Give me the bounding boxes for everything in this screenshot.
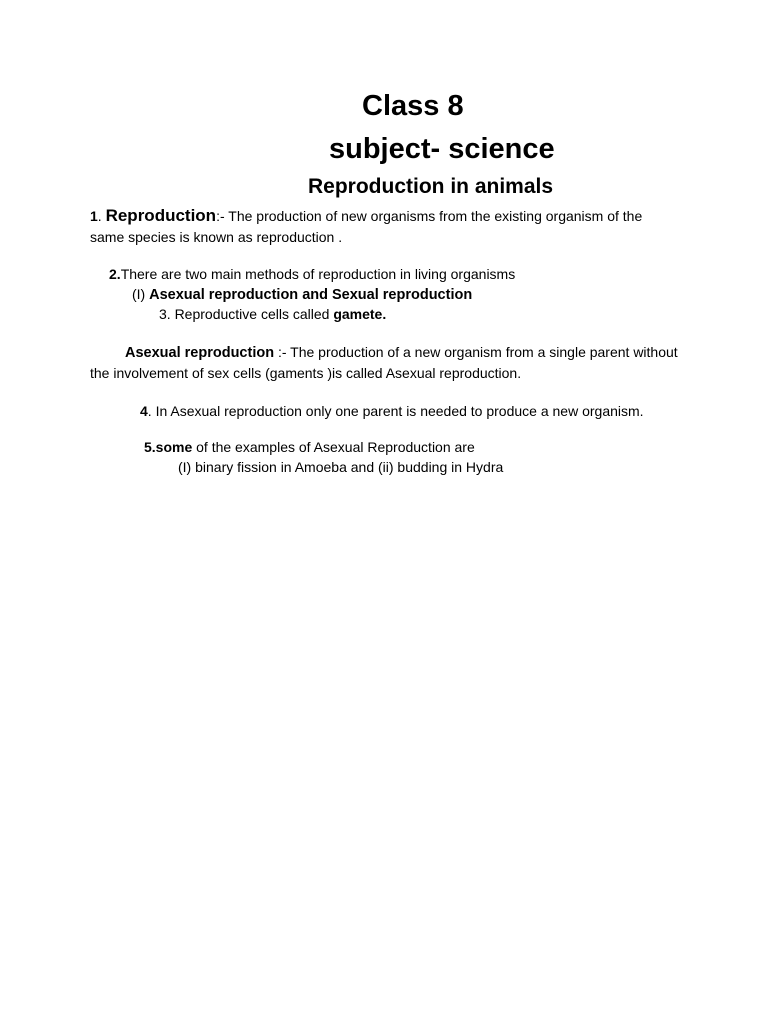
point-2-sub-text: Asexual reproduction and Sexual reproduction	[149, 287, 473, 303]
asexual-term: Asexual reproduction	[125, 345, 275, 361]
point-2-text: There are two main methods of reproduction in living organisms	[120, 266, 516, 282]
point-2-sub-prefix: (I)	[132, 286, 150, 302]
class-heading: Class 8	[362, 90, 464, 122]
point-2-line	[109, 264, 515, 284]
point-1-term: Reproduction	[105, 206, 217, 225]
point-4-number: 4	[140, 403, 148, 419]
point-3-text: 3. Reproductive cells called	[159, 306, 334, 322]
point-5-line	[144, 437, 475, 457]
point-3-term: gamete.	[333, 306, 387, 322]
point-4-text: . In Asexual reproduction only one parent is needed to produce a new organism.	[147, 403, 644, 419]
point-1-line-1	[90, 206, 642, 226]
chapter-heading: Reproduction in animals	[308, 175, 554, 198]
point-2-number: 2.	[109, 266, 121, 282]
point-5-number-term: 5.some	[144, 439, 193, 455]
asexual-definition-line-2: the involvement of sex cells (gaments )is called Asexual reproduction.	[90, 365, 522, 381]
point-1-number: 1	[90, 208, 98, 224]
point-1-line-2: same species is known as reproduction .	[90, 229, 343, 245]
point-4-line	[140, 401, 644, 421]
point-5-examples: (I) binary fission in Amoeba and (ii) budding in Hydra	[178, 459, 504, 475]
asexual-definition-text: :- The production of a new organism from a single parent without	[274, 344, 678, 360]
point-1-text: :- The production of new organisms from the existing organism of the	[216, 208, 643, 224]
point-3-line	[159, 304, 386, 324]
subject-heading: subject- science	[329, 133, 555, 165]
asexual-definition-line-1	[125, 342, 678, 363]
point-5-text: of the examples of Asexual Reproduction are	[192, 439, 475, 455]
point-2-sub-line	[132, 284, 472, 305]
point-1-sep: .	[97, 208, 102, 224]
